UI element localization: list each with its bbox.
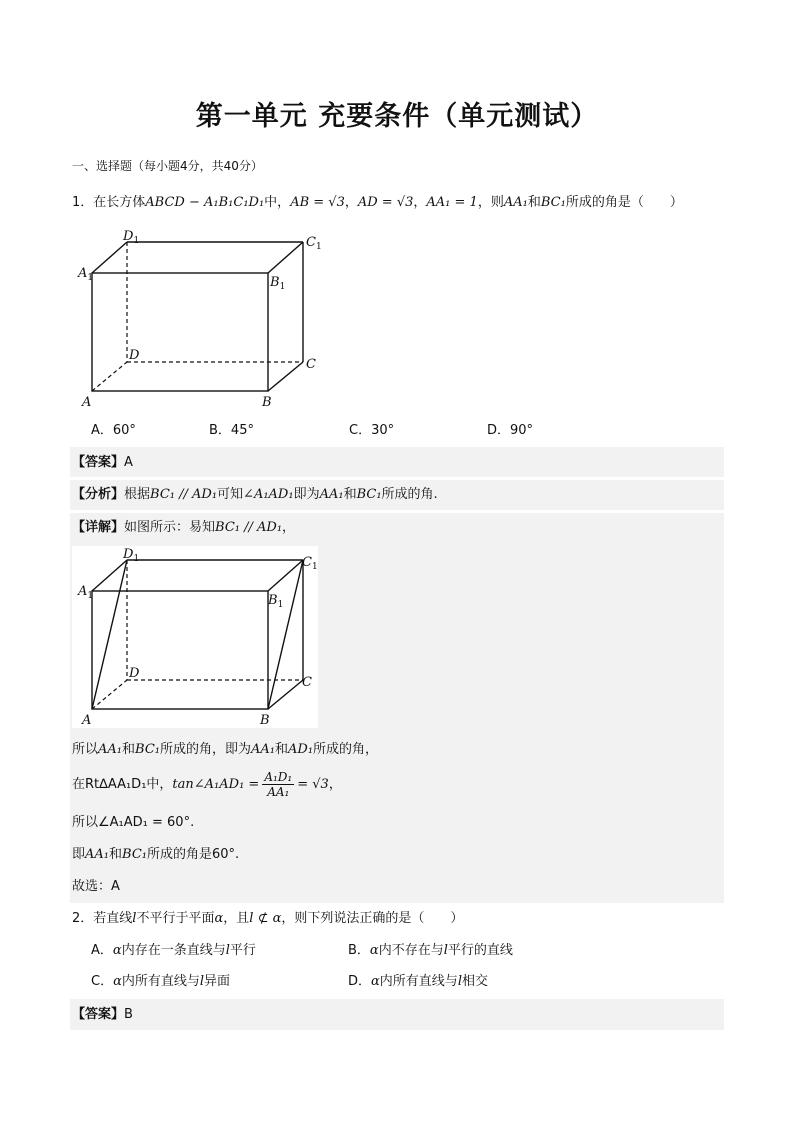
fraction: $\frac{\text{A₁D₁}}{\text{AA₁}}$: [264, 770, 293, 799]
label-d: D: [129, 348, 140, 363]
answer-band: [70, 447, 724, 477]
cuboid-figure-solution: [72, 546, 318, 728]
option-b[interactable]: B．45°: [209, 423, 254, 438]
label-a1: $A_1$: [78, 584, 94, 601]
answer-value: A: [124, 455, 133, 470]
label-c1: $C_1$: [306, 235, 322, 252]
detail-step-3: 所以∠A₁AD₁ = 60°.: [72, 815, 195, 830]
q2-option-c[interactable]: C．α内所有直线与l异面: [91, 974, 231, 989]
q2-option-d[interactable]: D．α内所有直线与l相交: [348, 974, 488, 989]
page-title: 第一单元 充要条件（单元测试）: [195, 101, 599, 132]
label-c: C: [302, 675, 312, 690]
question-2-stem: 2．若直线l不平行于平面α，且l ⊄ α，则下列说法正确的是（ ）: [72, 911, 464, 926]
q2-option-b[interactable]: B．α内不存在与l平行的直线: [348, 943, 513, 958]
cuboid-figure: [72, 228, 332, 410]
label-d1: $D_1$: [123, 547, 140, 564]
question-number: 1．: [72, 195, 94, 210]
label-b: B: [262, 395, 272, 410]
detail-step-4: 即AA₁和BC₁所成的角是60°.: [72, 847, 240, 862]
option-d[interactable]: D．90°: [487, 423, 534, 438]
detail-line: 【详解】如图所示：易知BC₁ // AD₁，: [72, 520, 296, 535]
label-c1: $C_1$: [302, 555, 318, 572]
label-a: A: [82, 713, 92, 728]
section-heading: 一、选择题（每小题4分，共40分）: [72, 159, 263, 173]
q2-answer-line: 【答案】B: [72, 1007, 133, 1022]
label-c: C: [306, 357, 316, 372]
q2-answer-band: [70, 999, 724, 1030]
label-d: D: [129, 666, 140, 681]
answer-value: B: [124, 1007, 133, 1022]
label-b1: $B_1$: [270, 275, 286, 292]
detail-step-1: 所以AA₁和BC₁所成的角，即为AA₁和AD₁所成的角，: [72, 742, 379, 757]
analysis-line: 【分析】根据BC₁ // AD₁可知∠A₁AD₁即为AA₁和BC₁所成的角.: [72, 487, 438, 502]
choose-line: 故选：A: [72, 879, 120, 894]
option-c[interactable]: C．30°: [349, 423, 395, 438]
label-d1: $D_1$: [123, 229, 140, 246]
question-number: 2．: [72, 911, 94, 926]
detail-step-2: 在Rt∆AA₁D₁中，tan∠A₁AD₁ = $\frac{\text{A₁D₁}}{\text{AA₁}}$ = √3，: [72, 770, 342, 799]
label-b: B: [260, 713, 270, 728]
answer-line: 【答案】A: [72, 455, 133, 470]
question-1-stem: 1．在长方体ABCD − A₁B₁C₁D₁中，AB = √3，AD = √3，AA₁ = 1，则AA₁和BC₁所成的角是（ ）: [72, 195, 683, 210]
label-b1: $B_1$: [268, 593, 284, 610]
label-a1: $A_1$: [78, 266, 94, 283]
option-a[interactable]: A．60°: [91, 423, 136, 438]
label-a: A: [82, 395, 92, 410]
q2-option-a[interactable]: A．α内存在一条直线与l平行: [91, 943, 256, 958]
